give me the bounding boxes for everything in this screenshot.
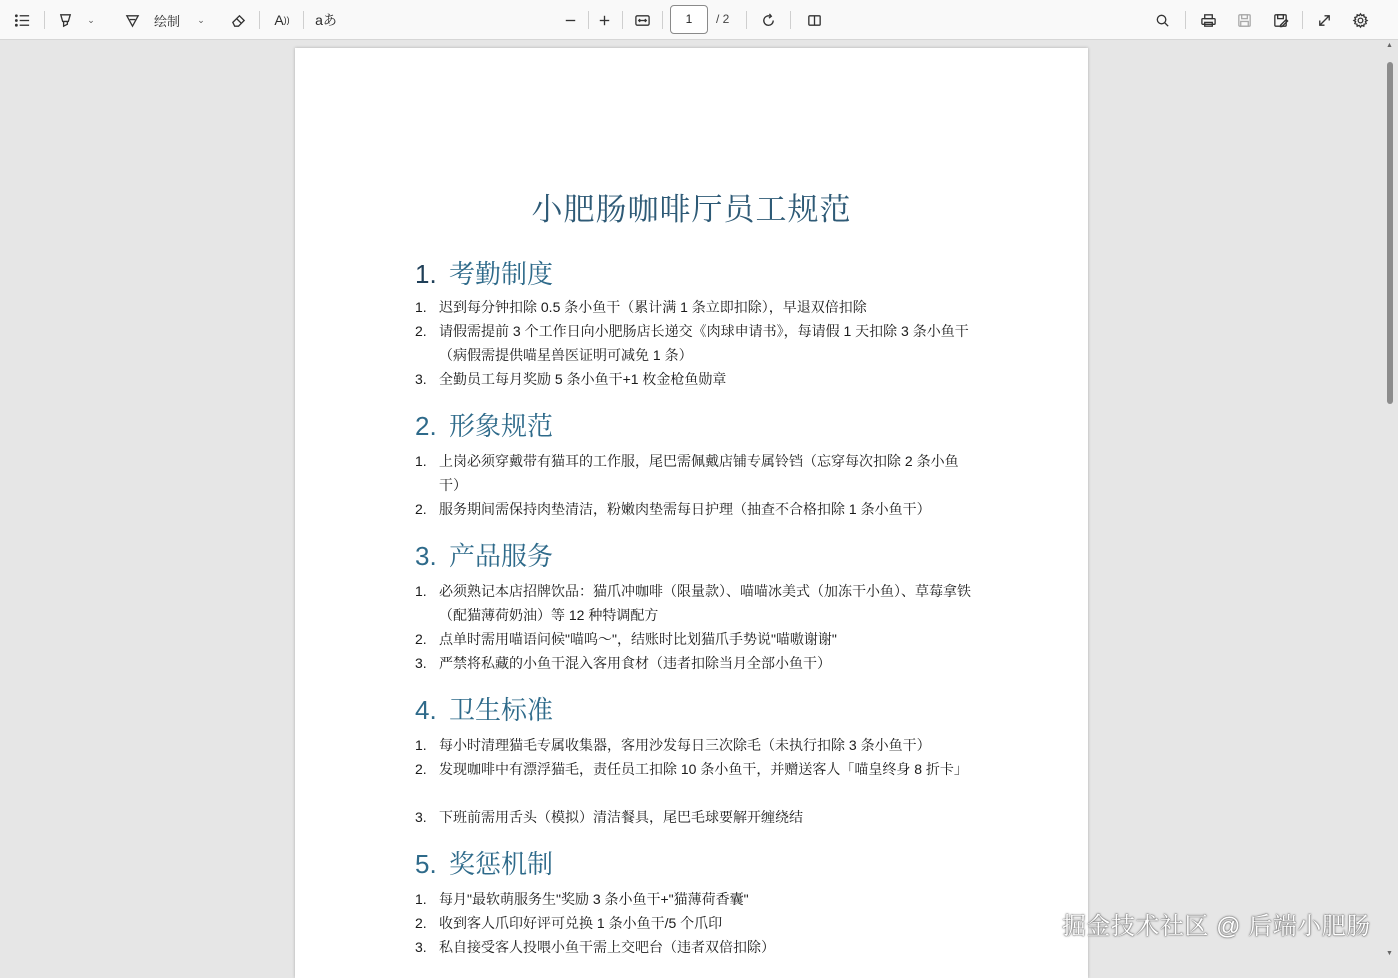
list-item-number: 1. bbox=[415, 299, 427, 315]
list-item-number: 2. bbox=[415, 501, 427, 517]
list-item-text: 点单时需用喵语问候"喵呜～"，结账时比划猫爪手势说"喵嗷谢谢" bbox=[439, 631, 837, 647]
list-item-text: 收到客人爪印好评可兑换 1 条小鱼干/5 个爪印 bbox=[439, 915, 723, 931]
fit-width-icon[interactable] bbox=[629, 5, 655, 35]
section-number: 1. bbox=[415, 259, 437, 289]
list-item-text: 严禁将私藏的小鱼干混入客用食材（违者扣除当月全部小鱼干） bbox=[439, 655, 831, 671]
expand-icon[interactable] bbox=[1312, 5, 1336, 35]
list-item-text: 迟到每分钟扣除 0.5 条小鱼干（累计满 1 条立即扣除），早退双倍扣除 bbox=[439, 299, 867, 315]
section-heading bbox=[415, 254, 553, 291]
plus-icon[interactable] bbox=[592, 5, 616, 35]
section-heading bbox=[415, 844, 553, 881]
toolbar-divider bbox=[1185, 11, 1186, 29]
minus-icon[interactable] bbox=[558, 5, 582, 35]
pdf-toolbar bbox=[0, 0, 1398, 40]
list-item bbox=[415, 579, 975, 627]
rotate-icon[interactable] bbox=[756, 5, 780, 35]
list-item-text: 每小时清理猫毛专属收集器，客用沙发每日三次除毛（未执行扣除 3 条小鱼干） bbox=[439, 737, 931, 753]
list-item-number: 3. bbox=[415, 809, 427, 825]
list-item bbox=[415, 627, 975, 651]
save-as-icon[interactable] bbox=[1268, 5, 1292, 35]
section-title: 考勤制度 bbox=[449, 259, 554, 289]
eraser-icon[interactable] bbox=[226, 5, 250, 35]
list-item-number: 2. bbox=[415, 323, 427, 339]
list-item bbox=[415, 887, 975, 911]
list-item-text: 每月"最软萌服务生"奖励 3 条小鱼干+"猫薄荷香囊" bbox=[439, 891, 749, 907]
toolbar-divider bbox=[790, 11, 791, 29]
toolbar-divider bbox=[44, 11, 45, 29]
section-heading bbox=[415, 406, 553, 443]
gear-icon[interactable] bbox=[1348, 5, 1372, 35]
list-item-text: 上岗必须穿戴带有猫耳的工作服，尾巴需佩戴店铺专属铃铛（忘穿每次扣除 2 条小鱼干） bbox=[439, 453, 959, 493]
pdf-page bbox=[295, 48, 1088, 978]
list-item-number: 2. bbox=[415, 631, 427, 647]
page-number-input[interactable]: 1 bbox=[670, 5, 708, 34]
toolbar-divider bbox=[746, 11, 747, 29]
section-title: 奖惩机制 bbox=[449, 849, 554, 879]
list-item bbox=[415, 319, 975, 367]
toolbar-divider bbox=[662, 11, 663, 29]
list-item bbox=[415, 449, 975, 497]
watermark: 掘金技术社区 @ 后端小肥肠 bbox=[1062, 913, 1371, 940]
list-item-number: 1. bbox=[415, 453, 427, 469]
scroll-up-arrow-icon[interactable]: ▲ bbox=[1386, 42, 1393, 49]
list-item-text: 私自接受客人投喂小鱼干需上交吧台（违者双倍扣除） bbox=[439, 939, 775, 955]
list-item-number: 2. bbox=[415, 761, 427, 777]
list-item-number: 1. bbox=[415, 583, 427, 599]
list-item-number: 3. bbox=[415, 655, 427, 671]
list-icon[interactable] bbox=[8, 5, 36, 35]
save-icon[interactable] bbox=[1232, 5, 1256, 35]
list-item bbox=[415, 911, 975, 935]
list-item bbox=[415, 733, 975, 757]
print-icon[interactable] bbox=[1196, 5, 1220, 35]
chevron-down-icon[interactable]: ⌄ bbox=[197, 14, 205, 25]
pen-icon[interactable] bbox=[120, 5, 144, 35]
list-item-number: 3. bbox=[415, 371, 427, 387]
list-item-number: 3. bbox=[415, 939, 427, 955]
chevron-down-icon[interactable]: ⌄ bbox=[87, 14, 95, 25]
list-item-number: 1. bbox=[415, 737, 427, 753]
page-total: / 2 bbox=[716, 12, 730, 26]
list-item bbox=[415, 935, 975, 959]
page-view-icon[interactable] bbox=[802, 5, 826, 35]
section-heading bbox=[415, 690, 553, 727]
toolbar-divider bbox=[622, 11, 623, 29]
list-item bbox=[415, 651, 975, 675]
list-item-text: 发现咖啡中有漂浮猫毛，责任员工扣除 10 条小鱼干，并赠送客人「喵皇终身 8 折卡」 bbox=[439, 761, 968, 777]
list-item-text: 下班前需用舌头（模拟）清洁餐具，尾巴毛球要解开缠绕结 bbox=[439, 809, 803, 825]
draw-label[interactable]: 绘制 bbox=[153, 13, 180, 29]
section-title: 形象规范 bbox=[449, 411, 554, 441]
list-item-text: 全勤员工每月奖励 5 条小鱼干+1 枚金枪鱼勋章 bbox=[439, 371, 727, 387]
read-aloud-icon[interactable]: A )) bbox=[274, 12, 290, 28]
toolbar-divider bbox=[588, 11, 589, 29]
section-heading bbox=[415, 536, 553, 573]
document-title: 小肥肠咖啡厅员工规范 bbox=[531, 192, 852, 227]
vertical-scrollbar[interactable] bbox=[1383, 40, 1398, 963]
highlighter-icon[interactable] bbox=[52, 5, 78, 35]
list-item-text: 服务期间需保持肉垫清洁，粉嫩肉垫需每日护理（抽查不合格扣除 1 条小鱼干） bbox=[439, 501, 931, 517]
list-item bbox=[415, 367, 975, 391]
section-number: 2. bbox=[415, 411, 437, 441]
toolbar-divider bbox=[303, 11, 304, 29]
toolbar-divider bbox=[1302, 11, 1303, 29]
list-item bbox=[415, 497, 975, 521]
list-item-text: 请假需提前 3 个工作日向小肥肠店长递交《肉球申请书》，每请假 1 天扣除 3 条小鱼干（病假需提供喵星兽医证明可减免 1 条） bbox=[439, 323, 969, 363]
list-item-number: 1. bbox=[415, 891, 427, 907]
list-item bbox=[415, 805, 975, 829]
search-icon[interactable] bbox=[1150, 5, 1174, 35]
section-number: 5. bbox=[415, 849, 437, 879]
scrollbar-thumb[interactable] bbox=[1387, 62, 1393, 404]
translate-icon[interactable]: aあ bbox=[315, 12, 337, 28]
list-item bbox=[415, 295, 975, 319]
section-title: 卫生标准 bbox=[449, 695, 554, 725]
section-title: 产品服务 bbox=[449, 541, 554, 571]
section-number: 4. bbox=[415, 695, 437, 725]
scroll-down-arrow-icon[interactable]: ▼ bbox=[1386, 950, 1393, 957]
list-item-number: 2. bbox=[415, 915, 427, 931]
toolbar-divider bbox=[259, 11, 260, 29]
list-item bbox=[415, 757, 975, 781]
list-item-text: 必须熟记本店招牌饮品：猫爪冲咖啡（限量款）、喵喵冰美式（加冻干小鱼）、草莓拿铁（配猫薄荷奶油）等 12 种特调配方 bbox=[439, 583, 971, 623]
section-number: 3. bbox=[415, 541, 437, 571]
